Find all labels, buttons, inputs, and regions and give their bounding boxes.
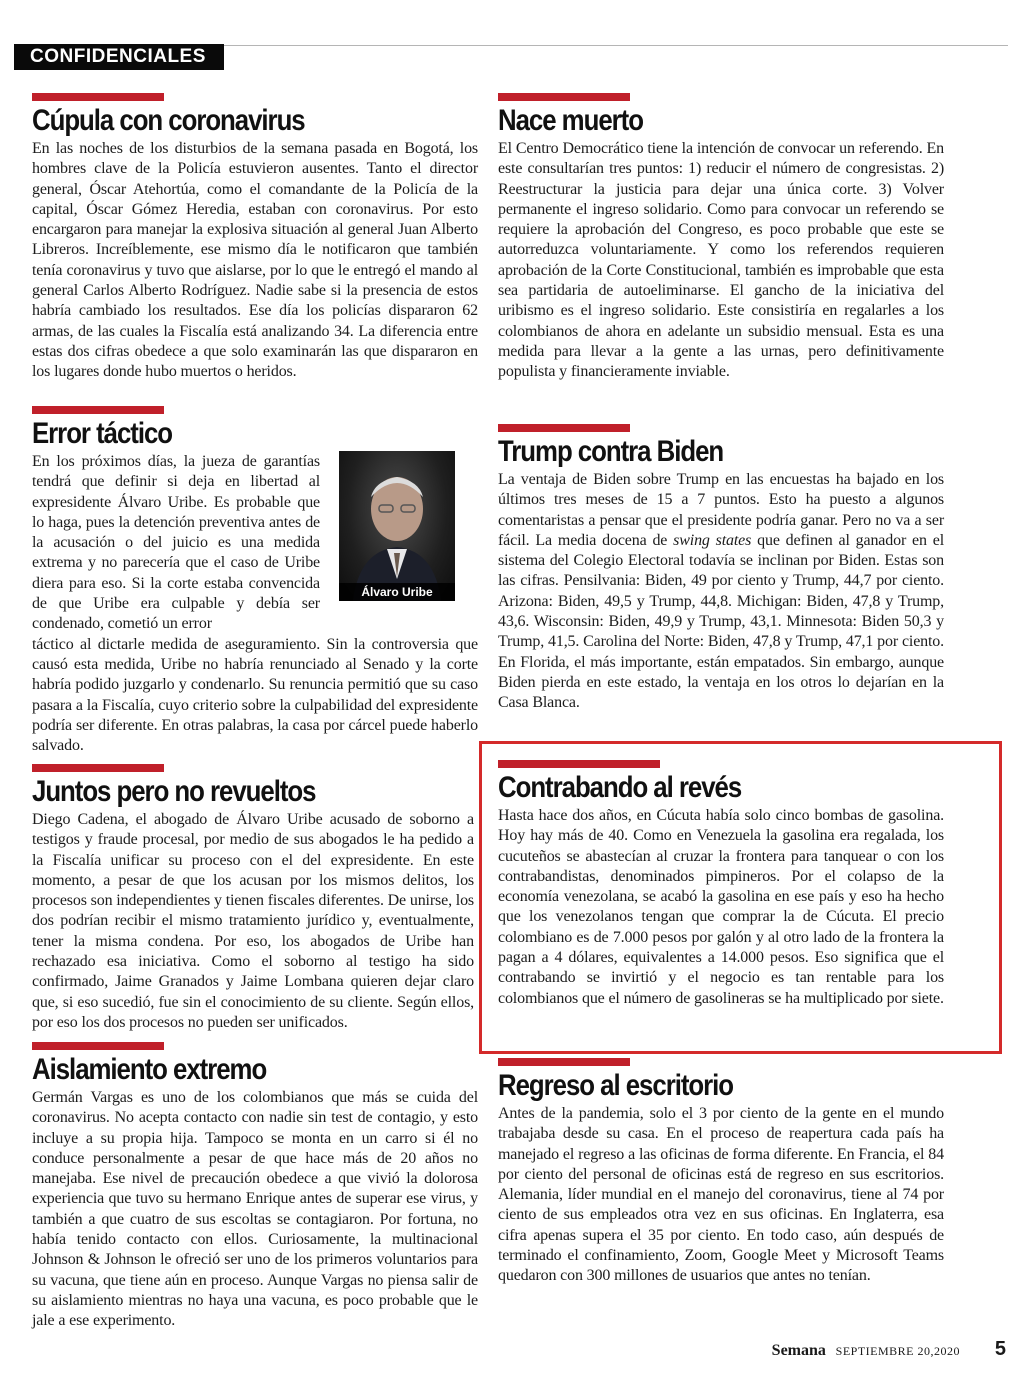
body-part-a: La ventaja de Biden sobre Trump en las encuestas ha bajado en los últimos tres meses de 15 a 7 puntos. Esto ha puesto a algunos comentaristas a pensar que el presidente podría ganar. Pero no va a ser fácil. La media docena de (498, 471, 944, 549)
article-contrabando (498, 760, 944, 1009)
article-body-bottom: táctico al dictarle medida de aseguramiento. Sin la controversia que causó esta medida, Uribe no habría renunciado al Senado y la corte habría podido juzgarlo y condenarlo. Su renuncia permitió que su caso pasara a la Fiscalía, cuyo criterio sobre la culpabilidad del expresidente podría ser diferente. En otras palabras, la casa por cárcel puede haberlo salvado. (32, 635, 478, 755)
portrait-image (339, 451, 455, 601)
red-bar (498, 1058, 630, 1066)
body-emphasis: swing states (673, 531, 752, 549)
article-juntos (32, 764, 474, 1033)
article-regreso (498, 1058, 944, 1287)
article-body: Hasta hace dos años, en Cúcuta había solo cinco bombas de gasolina. Hoy hay más de 40. Como en Venezuela la gasolina era regalada, los cucuteños se abastecían al cruzar la frontera para tanquear o con los contrabandistas, denominados pimpineros. Por el colapso de la economía venezolana, se acabó la gasolina en ese país y eso ha hecho que los venezolanos tengan que comprar la de Cúcuta. El precio colombiano es de 7.000 pesos por galón y al otro lado de la frontera la pagan a 4 dólares, equivalentes a 14.000 pesos. Eso significa que el contrabando se invirtió y el negocio es tan rentable para los colombianos que el número de gasolineras se ha multiplicado por siete. (498, 807, 944, 1007)
body-part-b: que definen al ganador en el sistema del Colegio Electoral todavía se inclinan por Biden. Estas son las cifras. Pensilvania: Biden, 49 por ciento y Trump, 44,7 por ciento. Arizona: Biden, 49,5 y Trump, 44,8. Michigan: Biden, 47,8 y Trump, 43,6. Wisconsin: Biden, 49,9 y Trump, 43,1. Minnesota: Biden 50,3 y Trump, 41,5. Carolina del Norte: Biden, 47,8 y Trump, 47,1 por ciento. En Florida, el más importante, están empatados. Sin embargo, aunque Biden pierda en este estado, la ventaja en los otros lo dejarían en la Casa Blanca. (498, 531, 944, 712)
article-body-top: En los próximos días, la jueza de garantías tendrá que definir si deja en libertad al expresidente Álvaro Uribe. Es probable que lo haga, pues la detención preventiva antes de la acusación o del juicio es una medida extrema y no parecería que el caso de Uribe diera para eso. Si la corte estaba convencida de que Uribe era culpable y debía ser condenado, cometió un error (32, 453, 320, 633)
article-nace (498, 93, 944, 383)
article-body: Germán Vargas es uno de los colombianos que más se cuida del coronavirus. No acepta contacto con nadie sin test de contagio, y esto incluye a su propia hija. Tampoco se monta en un carro si él no conduce personalmente a pesar de que hace más de 20 años no manejaba. Ese nivel de precaución obedece a que vivió la dolorosa experiencia que tuvo su hermano Enrique antes de superar ese virus, y también a que cuatro de sus escoltas se contagiaron. Por fortuna, no había tenido contacto con ellos. Curiosamente, la multinacional Johnson & Johnson le ofreció ser uno de los primeros voluntarios para su vacuna, que tiene aún en proceso. Aunque Vargas no piensa salir de su aislamiento mientras no haya una vacuna, es poco probable que le jale a ese experimento. (32, 1089, 478, 1330)
issue-date: SEPTIEMBRE 20,2020 (835, 1344, 960, 1358)
red-bar (32, 406, 164, 414)
headline: Aislamiento extremo (32, 1053, 267, 1086)
red-bar (498, 93, 630, 101)
red-bar (498, 760, 660, 768)
photo-alvaro-uribe (339, 451, 455, 601)
magazine-name: Semana (771, 1342, 826, 1359)
article-body: Diego Cadena, el abogado de Álvaro Uribe acusado de soborno a testigos y fraude procesal, por medio de sus abogados le ha pedido a la Fiscalía unificar su proceso con el del expresidente. En este momento, a pesar de que los acusan por los mismos delitos, los procesos son independientes y tienen fiscales diferentes. De unirse, los dos podrían recibir el mismo tratamiento jurídico y, eventualmente, tener la misma condena. Por eso, los abogados de Uribe han rechazado esa iniciativa. Como el soborno al testigo ha sido confirmado, Jaime Granados y Jaime Lombana quieren dejar claro que, si eso sucedió, fue sin el conocimiento de su cliente. Según ellos, por eso los dos procesos no pueden ser unificados. (32, 811, 474, 1031)
headline: Error táctico (32, 417, 173, 450)
page-footer (771, 1338, 1006, 1360)
red-bar (32, 764, 164, 772)
red-bar (32, 1042, 164, 1050)
red-bar (32, 93, 164, 101)
article-aislamiento (32, 1042, 478, 1332)
section-title: CONFIDENCIALES (14, 44, 224, 70)
headline: Cúpula con coronavirus (32, 104, 305, 137)
article-body: El Centro Democrático tiene la intención de convocar un referendo. En este consultarían tres puntos: 1) reducir el número de congresistas. 2) Reestructurar la justicia para dejar una única corte. 3) Volver permanente el ingreso solidario. Como para convocar un referendo se requiere la aprobación del Congreso, es poco probable que este se autorreduzca voluntariamente. Y como los referendos requieren aprobación de la Corte Constitucional, también es improbable que esta sea partidaria de autoeliminarse. El gancho de la iniciativa del uribismo es el ingreso solidario. Este consistiría en regalarles a los colombianos de ahora en adelante un subsidio mensual. Esta es una medida para llevar a la gente a las urnas, pero definitivamente populista y financieramente inviable. (498, 140, 944, 381)
photo-caption: Álvaro Uribe (339, 583, 455, 601)
headline: Contrabando al revés (498, 771, 742, 804)
page-number: 5 (994, 1338, 1006, 1360)
headline: Juntos pero no revueltos (32, 775, 316, 808)
article-body: En las noches de los disturbios de la semana pasada en Bogotá, los hombres clave de la Policía estuvieron ausentes. Tanto el director general, Óscar Atehortúa, como el comandante de la Policía de la capital, Óscar Gómez Heredia, estaban con coronavirus. Por esto encargaron para manejar la explosiva situación al general Juan Alberto Libreros. Increíblemente, ese mismo día le notificaron que también tenía coronavirus y tuvo que aislarse, por lo que le entregó el mando al general Carlos Alberto Rodríguez. Nadie sabe si la presencia de estos habría cambiado los resultados. Ese día los policías dispararon 62 armas, de las cuales la Fiscalía está analizando 34. La diferencia entre estas dos cifras obedece a que solo examinarán las que dispararon en los lugares donde hubo muertos o heridos. (32, 140, 478, 381)
article-body (498, 470, 944, 714)
article-trump (498, 424, 944, 714)
headline: Regreso al escritorio (498, 1069, 733, 1102)
article-body: Antes de la pandemia, solo el 3 por ciento de la gente en el mundo trabajaba desde su casa. En el proceso de reapertura cada país ha manejado el regreso a las oficinas de forma diferente. En Francia, el 84 por ciento del personal de oficinas está de regreso en sus escritorios. Alemania, líder mundial en el manejo del coronavirus, tiene al 74 por ciento de sus empleados otra vez en sus oficinas. En Inglaterra, esa cifra apenas supera el 35 por ciento. En todo caso, aún después de terminado el confinamiento, Zoom, Google Meet y Microsoft Teams quedaron con 300 millones de usuarios que antes no tenían. (498, 1105, 944, 1285)
article-cupula (32, 93, 478, 383)
red-bar (498, 424, 630, 432)
top-rule (224, 45, 1008, 46)
headline: Nace muerto (498, 104, 643, 137)
headline: Trump contra Biden (498, 435, 724, 468)
